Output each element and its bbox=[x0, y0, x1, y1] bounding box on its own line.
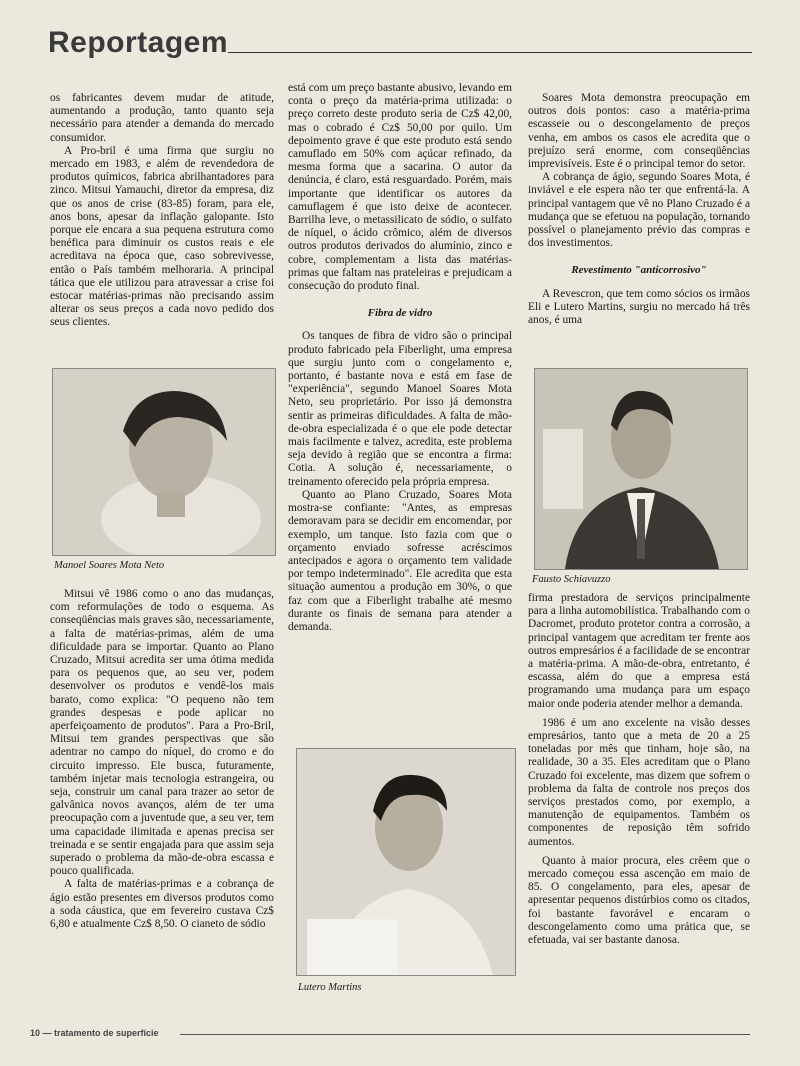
portrait-photo-fausto-image bbox=[535, 369, 747, 569]
col1-paragraph: A Pro-bril é uma firma que surgiu no mercado em 1983, e além de revendedora de produtos químicos, fabrica abrilhantadores para zinco. Mitsui Yamauchi, diretor da empresa, diz que os anos de crise (83-85) foram, para ele, anos bons, apesar da inflação galopante. Isto porque ele encara a sua pequena estrutura como benéfica para diminuir os custos reais e ele acreditava na época que, caso sobrevivesse, então o País também melhoraria. A principal tática que ele utilizou para atravessar a crise foi estocar matérias-primas não precisando assim alterar os seus preços a cada novo pedido dos seus clientes. bbox=[50, 144, 274, 329]
header-rule bbox=[228, 52, 752, 53]
col2-paragraph: Os tanques de fibra de vidro são o principal produto fabricado pela Fiberlight, uma empresa que surgiu junto com o congelamento e, portanto, é bastante nova e está em fase de "experiência", segundo Manoel Soares Mota Neto, seu proprietário. Por isso já demonstra sentir as primeiras dificuldades. A falta de mão-de-obra especializada é o que ele pode detectar mais facilmente e talvez, acredita, este problema seja devido à região que se encontra a firma: Cotia. A solução é, necessariamente, o treinamento oferecido pela própria empresa. bbox=[288, 330, 512, 488]
portrait-photo-manoel-image bbox=[53, 369, 275, 555]
col3-paragraph: Soares Mota demonstra preocupação em outros dois pontos: caso a matéria-prima escasseie ou o descongelamento de preços venha, em ambos os casos ele acredita que o prejuízo será enorme, com conseqüências imprevisíveis. Este é o principal temor do setor. bbox=[528, 92, 750, 171]
col2-paragraph: está com um preço bastante abusivo, levando em conta o preço da matéria-prima utilizada: o preço correto deste produto seria de Cz$ 42,00, mas o cobrado é Cz$ 50,00 por quilo. Um depoimento grave é que este produto está sendo camuflado em 50% com açúcar refinado, da mesma forma que a sacarina. O autor da denúncia, é claro, está resguardado. Porém, mais importante que identificar os autores da camuflagem é que isto deixe de acontecer. Barrilha leve, o metassilicato de sódio, o sulfato de níquel, o ácido crômico, além de diversos outros produtos derivados do alumínio, zinco e cobre, complementam a lista das matérias-primas que faltam nas prateleiras e prejudicam a consecução do produto final. bbox=[288, 82, 512, 293]
col1-paragraph: Mitsui vê 1986 como o ano das mudanças, com reformulações de todo o esquema. As conseqüências mais graves são, necessariamente, a falta de matérias-primas, além de uma dificuldade para se importar. Quanto ao Plano Cruzado, Mitsui acredita ser uma ótima medida para os pequenos que, ao seu ver, podem desenvolver os produtos e vendê-los mais barato, como explica: "O pequeno não tem grandes despesas e pode aplicar no aperfeiçoamento de produtos". Para a Pro-Bril, Mitsui tem grandes perspectivas que são adentrar no campo do níquel, do cromo e do circuito impresso. Ele busca, futuramente, também injetar mais tecnologia estrangeira, ou seja, construir um canal para trazer ao setor de galvânica novos avanços, além de ter uma preocupação com a juventude que, a seu ver, tem uma capacidade ilimitada e apenas precisa ser treinada e se sentir engajada para que assim seja superado o problema da mão-de-obra escassa e pouco qualificada. bbox=[50, 588, 274, 878]
col3-paragraph: firma prestadora de serviços principalmente para a linha automobilística. Trabalhando com o Dacromet, produto protetor contra a corrosão, a principal vantagem que acreditam ter frente aos outros empresários é a facilidade de se encontrar a matéria-prima. A mão-de-obra, entretanto, é escassa, além do que a empresa está programando uma mudança para um espaço maior onde poderia atender melhor a demanda. bbox=[528, 592, 750, 710]
column-3-lower bbox=[528, 592, 750, 947]
column-1 bbox=[50, 92, 274, 330]
col3-paragraph: A cobrança de ágio, segundo Soares Mota, é inviável e ele espera não ter que enfrentá-la. A principal vantagem que vê no Plano Cruzado é a mudança que se efetuou na população, tornando possível o planejamento prévio das compras e dos investimentos. bbox=[528, 171, 750, 250]
portrait-photo-lutero-image bbox=[297, 749, 515, 975]
portrait-photo-lutero bbox=[296, 748, 516, 976]
subheading-fibra: Fibra de vidro bbox=[367, 307, 433, 320]
column-3 bbox=[528, 92, 750, 327]
col3-paragraph: A Revescron, que tem como sócios os irmãos Eli e Lutero Martins, surgiu no mercado há três anos, é uma bbox=[528, 287, 750, 327]
col3-paragraph: 1986 é um ano excelente na visão desses empresários, tanto que a meta de 20 a 25 toneladas por mês que tinham, hoje são, na realidade, 30 a 35. Eles acreditam que o Plano Cruzado foi excelente, mas dizem que sofrem o problema da falta de controle nos preços dos serviços prestados como, por exemplo, a manutenção de equipamentos. Também os componentes de reposição têm sofrido aumentos. bbox=[528, 716, 750, 848]
col2-paragraph: Quanto ao Plano Cruzado, Soares Mota mostra-se confiante: "Antes, as empresas demoravam para se decidir em encomendar, por exemplo, um tanque. Isto fazia com que o orçamento enviado sofresse acréscimos antecipados e agora o orçamento tem validade por tempo indeterminado". Ele acredita que esta situação aumentou a produção em 30%, o que faz com que a Fiberlight trabalhe até mesmo durante os finais de semana para atender a demanda. bbox=[288, 488, 512, 633]
col3-paragraph: Quanto à maior procura, eles crêem que o mercado começou essa ascenção em maio de 85. O congelamento, para eles, apesar de apresentar pequenos distúrbios como os citados, foi bastante favorável e encaram o descongelamento como uma prática que, se efetuada, vai ser bastante danosa. bbox=[528, 854, 750, 947]
caption-photo-2: Fausto Schiavuzzo bbox=[532, 574, 611, 585]
caption-photo-3: Lutero Martins bbox=[298, 982, 362, 993]
column-1-lower bbox=[50, 588, 274, 931]
column-2 bbox=[288, 82, 512, 634]
portrait-photo-fausto bbox=[534, 368, 748, 570]
caption-photo-1: Manoel Soares Mota Neto bbox=[54, 560, 165, 571]
section-title: Reportagem bbox=[48, 26, 229, 59]
subheading-revestimento: Revestimento "anticorrosivo" bbox=[571, 264, 707, 277]
col1-paragraph: A falta de matérias-primas e a cobrança de ágio estão presentes em diversos produtos como a soda cáustica, que em fevereiro custava Cz$ 6,80 e atualmente Cz$ 8,50. O cianeto de sódio bbox=[50, 878, 274, 931]
page-footer: 10 — tratamento de superfície bbox=[30, 1028, 159, 1038]
portrait-photo-manoel bbox=[52, 368, 276, 556]
footer-rule bbox=[180, 1034, 750, 1035]
col1-paragraph: os fabricantes devem mudar de atitude, aumentando a produção, tanto quanto seja necessário para atender a demanda do mercado consumidor. bbox=[50, 92, 274, 144]
